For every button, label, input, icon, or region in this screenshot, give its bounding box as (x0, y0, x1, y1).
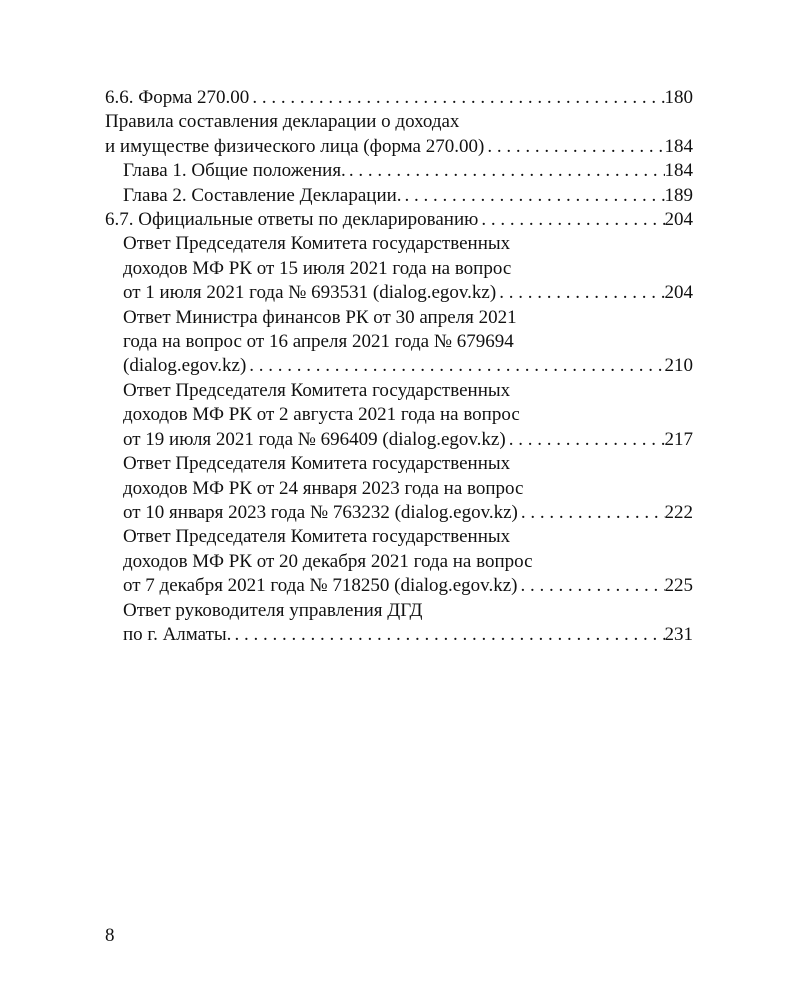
toc-entry-page: 184 (664, 160, 693, 182)
toc-entry-line (123, 354, 693, 378)
toc-entry-page: 217 (664, 428, 693, 450)
dot-leader (518, 501, 665, 525)
toc-entry-title: по г. Алматы. (123, 623, 232, 645)
toc-entry-line (105, 135, 693, 159)
toc-entry-title: 6.6. Форма 270.00 (105, 87, 250, 108)
toc-entry-page: 204 (664, 209, 693, 231)
toc-entry (105, 525, 693, 598)
toc-entry-title: и имуществе физического лица (форма 270.00) (105, 135, 485, 157)
toc-entry-title-line: Ответ Председателя Комитета государственных (123, 379, 511, 401)
dot-leader (402, 184, 665, 208)
toc-entry-title-line: доходов МФ РК от 24 января 2023 года на вопрос (123, 477, 524, 499)
toc-entry-line (123, 159, 693, 183)
toc-entry (105, 232, 693, 305)
toc-entry-title-line: Ответ руководителя управления ДГД (123, 599, 423, 621)
toc-entry (105, 599, 693, 648)
toc-entry-title: (dialog.egov.kz) (123, 355, 247, 377)
toc-entry-title: Глава 2. Составление Декларации. (123, 184, 402, 206)
toc-entry-line (105, 86, 693, 110)
toc-entry-page: 210 (664, 355, 693, 377)
toc-entry-page: 222 (664, 501, 693, 523)
dot-leader (517, 574, 664, 598)
toc-entry-line (123, 428, 693, 452)
toc-entry-title: от 1 июля 2021 года № 693531 (dialog.egov.kz) (123, 282, 497, 304)
dot-leader (231, 623, 664, 647)
toc-entry (105, 452, 693, 525)
toc-entry-title-line: Ответ Председателя Комитета государственных (123, 526, 511, 548)
table-of-contents (105, 86, 693, 647)
toc-entry-title-line: года на вопрос от 16 апреля 2021 года № 679694 (123, 331, 514, 353)
toc-entry (105, 86, 693, 110)
toc-entry-line (123, 501, 693, 525)
toc-entry-title-line: доходов МФ РК от 2 августа 2021 года на вопрос (123, 404, 520, 426)
toc-entry (105, 208, 693, 232)
toc-entry-title-line: Ответ Министра финансов РК от 30 апреля 2021 (123, 306, 517, 328)
toc-entry-line (123, 623, 693, 647)
toc-entry (105, 184, 693, 208)
page-number: 8 (105, 925, 115, 946)
toc-entry (105, 110, 693, 159)
toc-entry-page: 180 (664, 87, 693, 108)
toc-entry-title-line: Ответ Председателя Комитета государственных (123, 453, 511, 475)
toc-entry-title: от 19 июля 2021 года № 696409 (dialog.egov.kz) (123, 428, 506, 450)
toc-entry-line (123, 184, 693, 208)
dot-leader (484, 135, 664, 159)
dot-leader (246, 354, 664, 378)
toc-entry-line (105, 208, 693, 232)
dot-leader (478, 208, 664, 232)
toc-entry-title: от 10 января 2023 года № 763232 (dialog.egov.kz) (123, 501, 518, 523)
dot-leader (249, 86, 664, 110)
toc-entry-page: 189 (664, 184, 693, 206)
toc-entry-title-line: Ответ Председателя Комитета государственных (123, 233, 511, 255)
toc-entry-line (123, 281, 693, 305)
toc-entry (105, 379, 693, 452)
toc-entry-title-line: доходов МФ РК от 15 июля 2021 года на вопрос (123, 257, 512, 279)
toc-entry-title: 6.7. Официальные ответы по декларированию (105, 209, 479, 231)
toc-entry-line (123, 574, 693, 598)
toc-entry-page: 231 (664, 623, 693, 645)
toc-entry-title-line: доходов МФ РК от 20 декабря 2021 года на вопрос (123, 550, 533, 572)
toc-entry-title: от 7 декабря 2021 года № 718250 (dialog.egov.kz) (123, 575, 518, 597)
toc-entry-page: 204 (664, 282, 693, 304)
dot-leader (346, 159, 665, 183)
toc-entry (105, 159, 693, 183)
dot-leader (496, 281, 664, 305)
toc-entry-page: 225 (664, 575, 693, 597)
dot-leader (506, 428, 665, 452)
toc-entry-title: Глава 1. Общие положения. (123, 160, 346, 182)
toc-entry (105, 306, 693, 379)
toc-entry-title-line: Правила составления декларации о доходах (105, 111, 460, 133)
toc-entry-page: 184 (664, 135, 693, 157)
